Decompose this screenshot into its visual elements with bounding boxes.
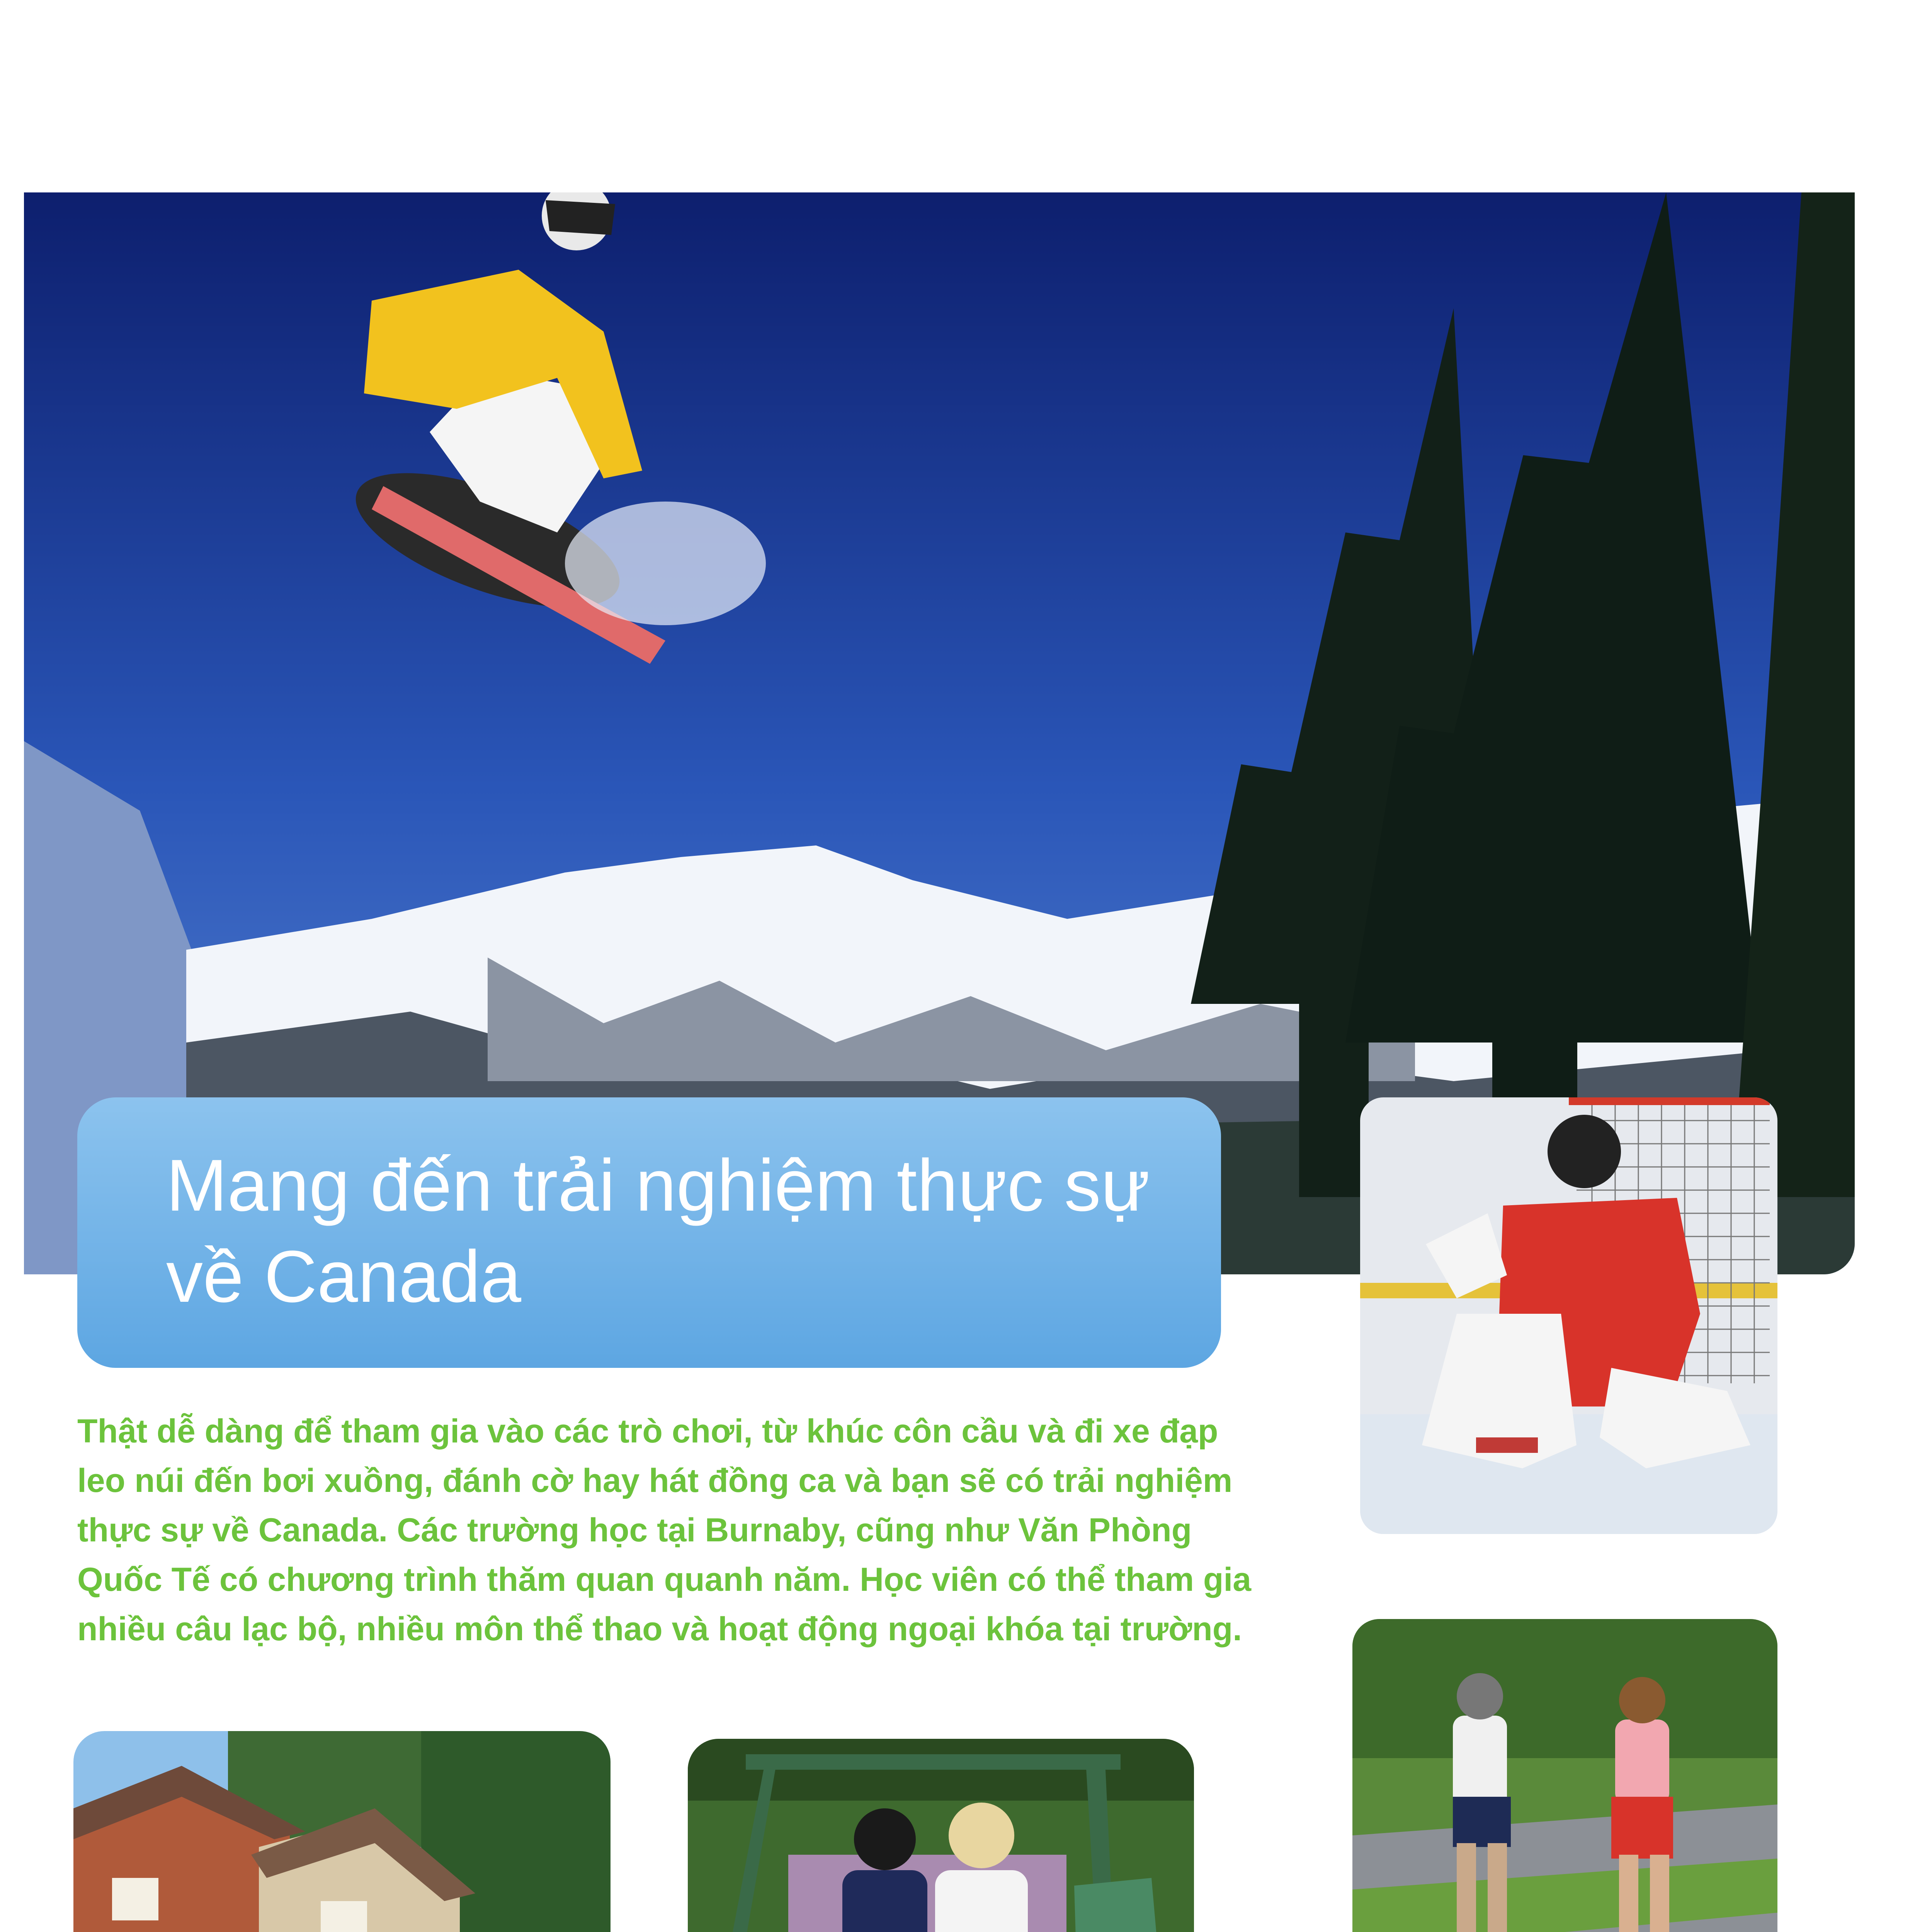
page-title: Mang đến trải nghiệm thực sự về Canada xyxy=(166,1145,1150,1318)
rollerblading-photo xyxy=(1352,1619,1777,1932)
houses-photo xyxy=(73,1731,611,1932)
hockey-goalie-photo xyxy=(1360,1097,1777,1534)
intro-paragraph: Thật dễ dàng để tham gia vào các trò chơi, từ khúc côn cầu và đi xe đạp leo núi đến bơi xuồng, đánh cờ hay hát đồng ca và bạn sẽ có trải nghiệm thực sự về Canada. Các trường học tại Burnaby, cũng như Văn Phòng Quốc Tế có chương trình thăm quan quanh năm. Học viên có thể tham gia nhiều câu lạc bộ, nhiều môn thể thao và hoạt động ngoại khóa tại trường. xyxy=(77,1413,1252,1648)
title-banner xyxy=(77,1097,1221,1368)
homestay-family-photo xyxy=(688,1739,1194,1932)
